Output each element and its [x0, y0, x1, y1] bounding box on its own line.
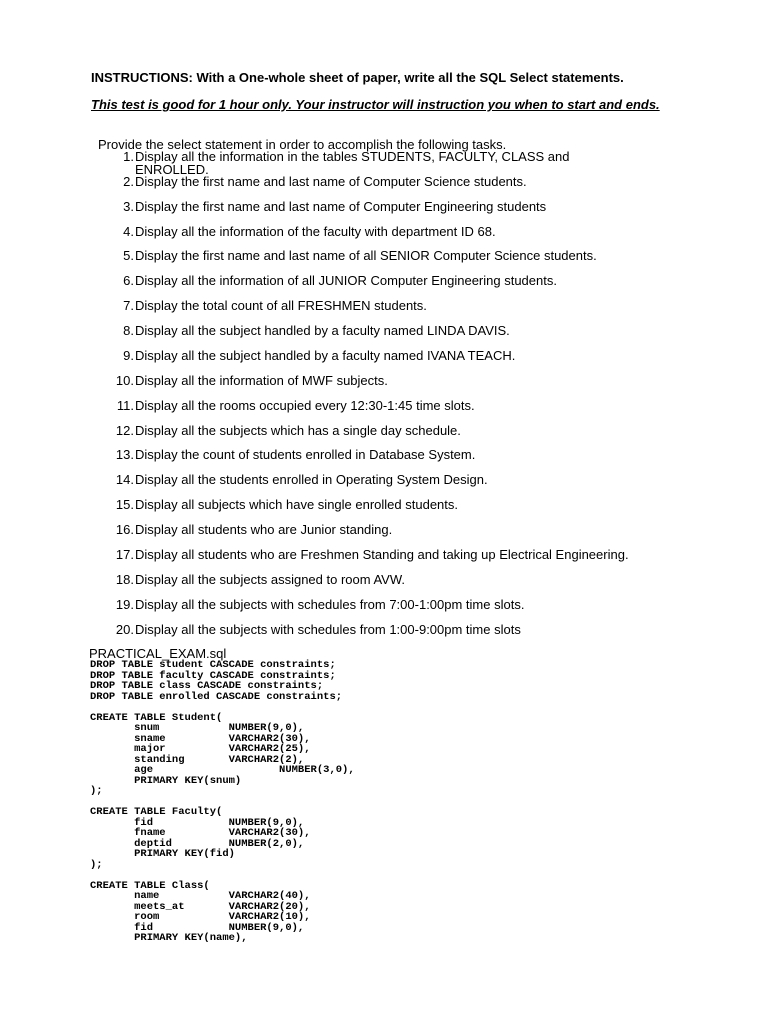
sql-code-block — [90, 660, 355, 944]
task-text: Display all the subject handled by a faculty named IVANA TEACH. — [135, 348, 516, 363]
task-number: 1. — [123, 149, 134, 164]
task-number: 10. — [115, 373, 134, 388]
sql-code-line: DROP TABLE faculty CASCADE constraints; — [90, 669, 336, 682]
task-text: Display all students who are Freshmen Standing and taking up Electrical Engineering. — [135, 547, 629, 562]
sql-code-line: meets_at VARCHAR2(20), — [90, 900, 311, 913]
sql-code-line — [90, 870, 355, 881]
task-text: Display all the information of all JUNIOR Computer Engineering students. — [135, 273, 557, 288]
task-text: Display all subjects which have single enrolled students. — [135, 497, 459, 512]
sql-code-line: DROP TABLE student CASCADE constraints; — [90, 659, 336, 671]
task-number: 3. — [123, 199, 134, 214]
task-number: 7. — [123, 298, 134, 313]
task-text: Display all students who are Junior standing. — [135, 522, 393, 537]
sql-code-line: standing VARCHAR2(2), — [90, 753, 305, 766]
sql-code-line: fid NUMBER(9,0), — [90, 816, 305, 829]
sql-code-line: ); — [90, 785, 103, 797]
task-text: Display all the information in the tables STUDENTS, FACULTY, CLASS and ENROLLED. — [135, 149, 570, 177]
task-number: 9. — [123, 348, 134, 363]
sql-code-line: PRIMARY KEY(name), — [90, 932, 248, 944]
task-number: 8. — [123, 323, 134, 338]
task-number: 4. — [123, 224, 134, 239]
task-text: Display the first name and last name of all SENIOR Computer Science students. — [135, 248, 597, 263]
sql-code-line: PRIMARY KEY(snum) — [90, 774, 242, 787]
sql-code-line: room VARCHAR2(10), — [90, 911, 311, 923]
instructions-heading: INSTRUCTIONS: With a One-whole sheet of paper, write all the SQL Select statements. — [91, 70, 624, 85]
sql-code-line: PRIMARY KEY(fid) — [90, 848, 235, 860]
sql-code-line: deptid NUMBER(2,0), — [90, 837, 305, 850]
sql-code-line: sname VARCHAR2(30), — [90, 732, 311, 745]
sql-code-line: name VARCHAR2(40), — [90, 890, 311, 902]
task-text: Display all the information of the faculty with department ID 68. — [135, 224, 496, 239]
task-number: 12. — [115, 423, 134, 438]
sql-code-line: CREATE TABLE Student( — [90, 711, 223, 724]
task-number: 6. — [123, 273, 134, 288]
task-number: 20. — [115, 622, 134, 637]
task-text: Display all the subjects with schedules from 7:00-1:00pm time slots. — [135, 597, 525, 612]
task-text: Display all the rooms occupied every 12:30-1:45 time slots. — [135, 398, 475, 413]
task-text: Display the first name and last name of Computer Engineering students — [135, 199, 547, 214]
sql-file-title: PRACTICAL_EXAM.sql — [89, 646, 227, 661]
sql-code-line: fname VARCHAR2(30), — [90, 827, 311, 839]
task-number: 19. — [115, 597, 134, 612]
task-number: 15. — [115, 497, 134, 512]
task-text: Display all the subjects assigned to room AVW. — [135, 572, 405, 587]
task-text: Display all the students enrolled in Operating System Design. — [135, 472, 488, 487]
task-text: Display the first name and last name of Computer Science students. — [135, 174, 527, 189]
time-limit-warning: This test is good for 1 hour only. Your instructor will instruction you when to start and ends. — [91, 97, 660, 112]
sql-code-line: DROP TABLE enrolled CASCADE constraints; — [90, 690, 343, 703]
task-number: 16. — [115, 522, 134, 537]
task-text: Display all the subjects which has a single day schedule. — [135, 423, 461, 438]
task-text: Display the count of students enrolled in Database System. — [135, 447, 476, 462]
task-text: Display all the subjects with schedules from 1:00-9:00pm time slots — [135, 622, 521, 637]
task-text: Display all the subject handled by a faculty named LINDA DAVIS. — [135, 323, 510, 338]
sql-code-line: CREATE TABLE Class( — [90, 879, 210, 892]
task-text: Display the total count of all FRESHMEN students. — [135, 298, 427, 313]
task-number: 17. — [115, 547, 134, 562]
sql-code-line: DROP TABLE class CASCADE constraints; — [90, 680, 324, 692]
task-number: 18. — [115, 572, 134, 587]
task-intro: Provide the select statement in order to accomplish the following tasks. — [98, 137, 507, 152]
task-number: 5. — [123, 248, 134, 263]
task-number: 2. — [123, 174, 134, 189]
task-number: 13. — [115, 447, 134, 462]
task-number: 11. — [116, 398, 134, 413]
sql-code-line: major VARCHAR2(25), — [90, 743, 311, 755]
sql-code-line: fid NUMBER(9,0), — [90, 921, 305, 934]
sql-code-line: snum NUMBER(9,0), — [90, 722, 305, 734]
sql-code-line: age NUMBER(3,0), — [90, 764, 355, 776]
sql-code-line: CREATE TABLE Faculty( — [90, 806, 223, 818]
sql-code-line: ); — [90, 858, 103, 871]
task-number: 14. — [115, 472, 134, 487]
task-text: Display all the information of MWF subjects. — [135, 373, 388, 388]
sql-code-line — [90, 702, 355, 713]
